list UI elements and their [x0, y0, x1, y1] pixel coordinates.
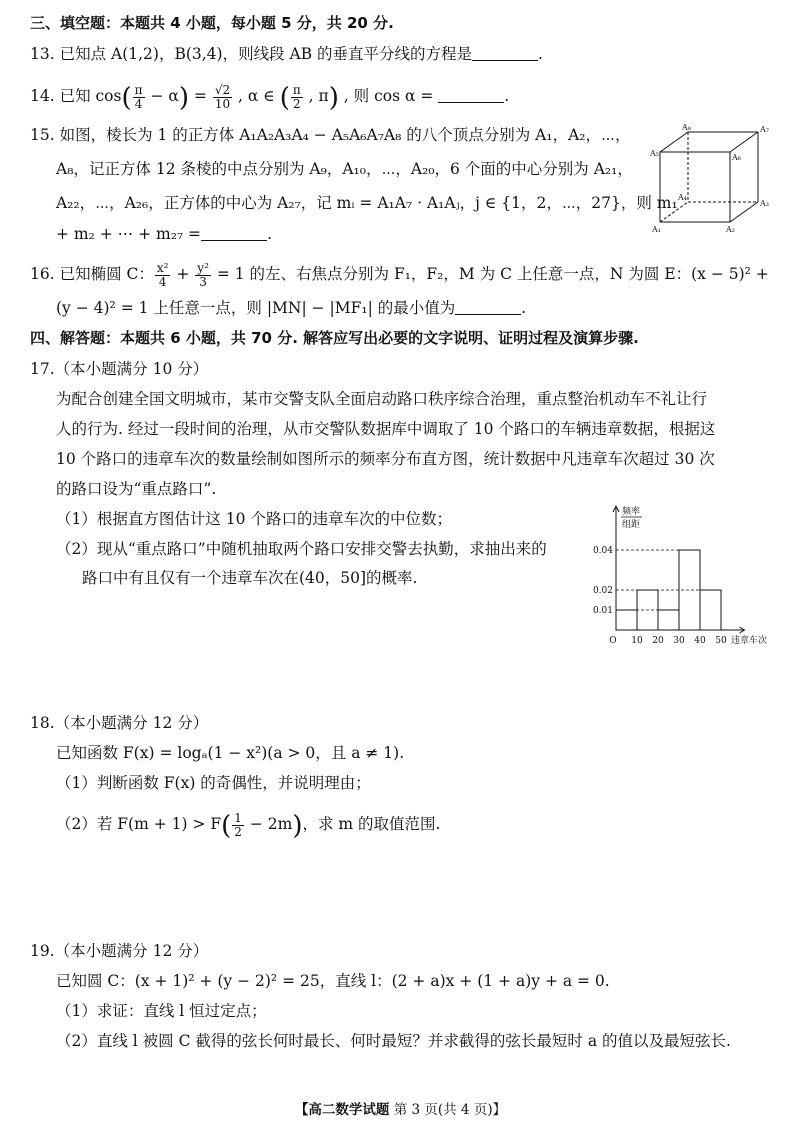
q14-frac-root2-10: $\frac{√2}{10}$ [214, 83, 231, 111]
cube-figure [650, 122, 775, 234]
label-a5: A₅ [650, 149, 659, 158]
question-16-line-2: (y − 4)² = 1 上任意一点，则 |MN| − |MF₁| 的最小值为 . [56, 299, 527, 317]
section-header-fill-in: 三、填空题：本题共 4 小题，每小题 5 分，共 20 分. [30, 14, 394, 32]
question-18-line-1: 已知函数 F(x) = logₐ(1 − x²)(a > 0，且 a ≠ 1). [56, 744, 405, 762]
label-a3: A₃ [760, 199, 769, 208]
question-17-para-3: 10 个路口的违章车次的数量绘制如图所示的频率分布直方图，统计数据中凡违章车次超过 30 次 [56, 450, 715, 468]
x-axis-label: 违章车次 [731, 636, 768, 645]
y-tick-label: 0.02 [592, 586, 613, 596]
question-17-para-1: 为配合创建全国文明城市，某市交警支队全面启动路口秩序综合治理，重点整治机动车不礼让行 [56, 390, 708, 408]
histogram-bar [658, 610, 679, 630]
question-17-para-2: 人的行为. 经过一段时间的治理，从市交警队数据库中调取了 10 个路口的车辆违章数据，根据这 [56, 420, 716, 438]
question-19-line-2: （1）求证：直线 l 恒过定点； [56, 1002, 267, 1020]
footer-page: 第 3 页(共 4 页)】 [393, 1102, 507, 1118]
label-a4: A₄ [678, 193, 687, 202]
label-a1: A₁ [652, 225, 661, 234]
question-19-line-3: （2）直线 l 被圆 C 截得的弦长何时最长、何时最短？并求截得的弦长最短时 a 的值以及最短弦长. [56, 1032, 731, 1050]
answer-blank [438, 88, 504, 103]
footer-subject: 【高二数学试题 [294, 1102, 390, 1118]
x-tick-label: O [609, 636, 617, 645]
label-a7: A₇ [760, 125, 769, 134]
question-18-line-2: （1）判断函数 F(x) 的奇偶性，并说明理由； [56, 774, 371, 792]
x-tick-label: 50 [715, 636, 727, 645]
x-tick-label: 20 [652, 636, 664, 645]
label-a2: A₂ [726, 225, 735, 234]
question-19-title: 19.（本小题满分 12 分） [30, 942, 209, 960]
question-17-sub-1: （1）根据直方图估计这 10 个路口的违章车次的中位数； [56, 510, 452, 528]
question-16-line-1: 16. 已知椭圆 C： $\frac{\text{x²}}{4}$ + $\frac{\text{y²}}{3}$ = 1 的左、右焦点分别为 F₁，F₂，M 为 C 上任意一点，N 为圆 E：(x − 5)² + [30, 261, 769, 289]
page-footer [0, 1098, 801, 1118]
answer-blank [455, 300, 521, 315]
question-13: 13. 已知点 A(1,2)，B(3,4)，则线段 AB 的垂直平分线的方程是 . [30, 45, 543, 63]
y-tick-label: 0.01 [592, 606, 613, 616]
y-axis-label-bottom: 组距 [622, 520, 641, 530]
q14-pre: 14. 已知 cos [30, 87, 122, 106]
histogram-bar [700, 590, 721, 630]
answer-blank [472, 46, 538, 61]
label-a8: A₈ [682, 123, 691, 132]
question-14: 14. 已知 cos( $\frac{\pi}{4}$ − α) = $\frac{√2}{10}$ , α ∈ ( $\frac{\pi}{2}$ , π) , 则 cos α = . [30, 83, 510, 114]
question-13-text: 13. 已知点 A(1,2)，B(3,4)，则线段 AB 的垂直平分线的方程是 [30, 45, 473, 63]
y-tick-label: 0.04 [592, 546, 613, 556]
question-19-line-1: 已知圆 C：(x + 1)² + (y − 2)² = 25，直线 l：(2 + a)x + (1 + a)y + a = 0. [56, 972, 610, 990]
question-15-line-1: 15. 如图，棱长为 1 的正方体 A₁A₂A₃A₄ − A₅A₆A₇A₈ 的八个顶点分别为 A₁，A₂，⋯， [30, 126, 631, 144]
x-tick-label: 40 [694, 636, 706, 645]
question-17-title: 17.（本小题满分 10 分） [30, 360, 209, 378]
x-tick-label: 30 [673, 636, 685, 645]
q14-frac-pi-2: $\frac{\pi}{2}$ [292, 83, 301, 111]
x-tick-label: 10 [631, 636, 643, 645]
question-18-title: 18.（本小题满分 12 分） [30, 714, 209, 732]
label-a6: A₆ [732, 153, 741, 162]
question-15-line-3: A₂₂，⋯，A₂₆，正方体的中心为 A₂₇，记 mᵢ = A₁A₇ · A₁Aⱼ，j ∈ {1，2，⋯，27}，则 m₁ [56, 194, 678, 212]
question-17-sub-2a: （2）现从“重点路口”中随机抽取两个路口安排交警去执勤，求抽出来的 [56, 540, 547, 558]
answer-blank [201, 226, 267, 241]
question-18-line-3: （2）若 F(m + 1) > F( $\frac{1}{2}$ − 2m)，求 m 的取值范围. [56, 811, 441, 842]
section-header-answer: 四、解答题：本题共 6 小题，共 70 分. 解答应写出必要的文字说明、证明过程及演算步骤. [30, 329, 639, 347]
frequency-histogram [584, 500, 784, 645]
question-17-para-4: 的路口设为“重点路口”. [56, 480, 217, 498]
question-15-line-2: A₈，记正方体 12 条棱的中点分别为 A₉，A₁₀，⋯，A₂₀，6 个面的中心分别为 A₂₁， [56, 160, 633, 178]
histogram-bar [616, 610, 637, 630]
question-15-line-4: + m₂ + ⋯ + m₂₇ = . [56, 225, 272, 243]
question-17-sub-2b: 路口中有且仅有一个违章车次在(40，50]的概率. [82, 569, 418, 587]
q14-frac-pi-4: $\frac{\pi}{4}$ [134, 83, 143, 111]
y-axis-label-top: 频率 [622, 507, 641, 517]
cube-front-face [660, 152, 730, 222]
